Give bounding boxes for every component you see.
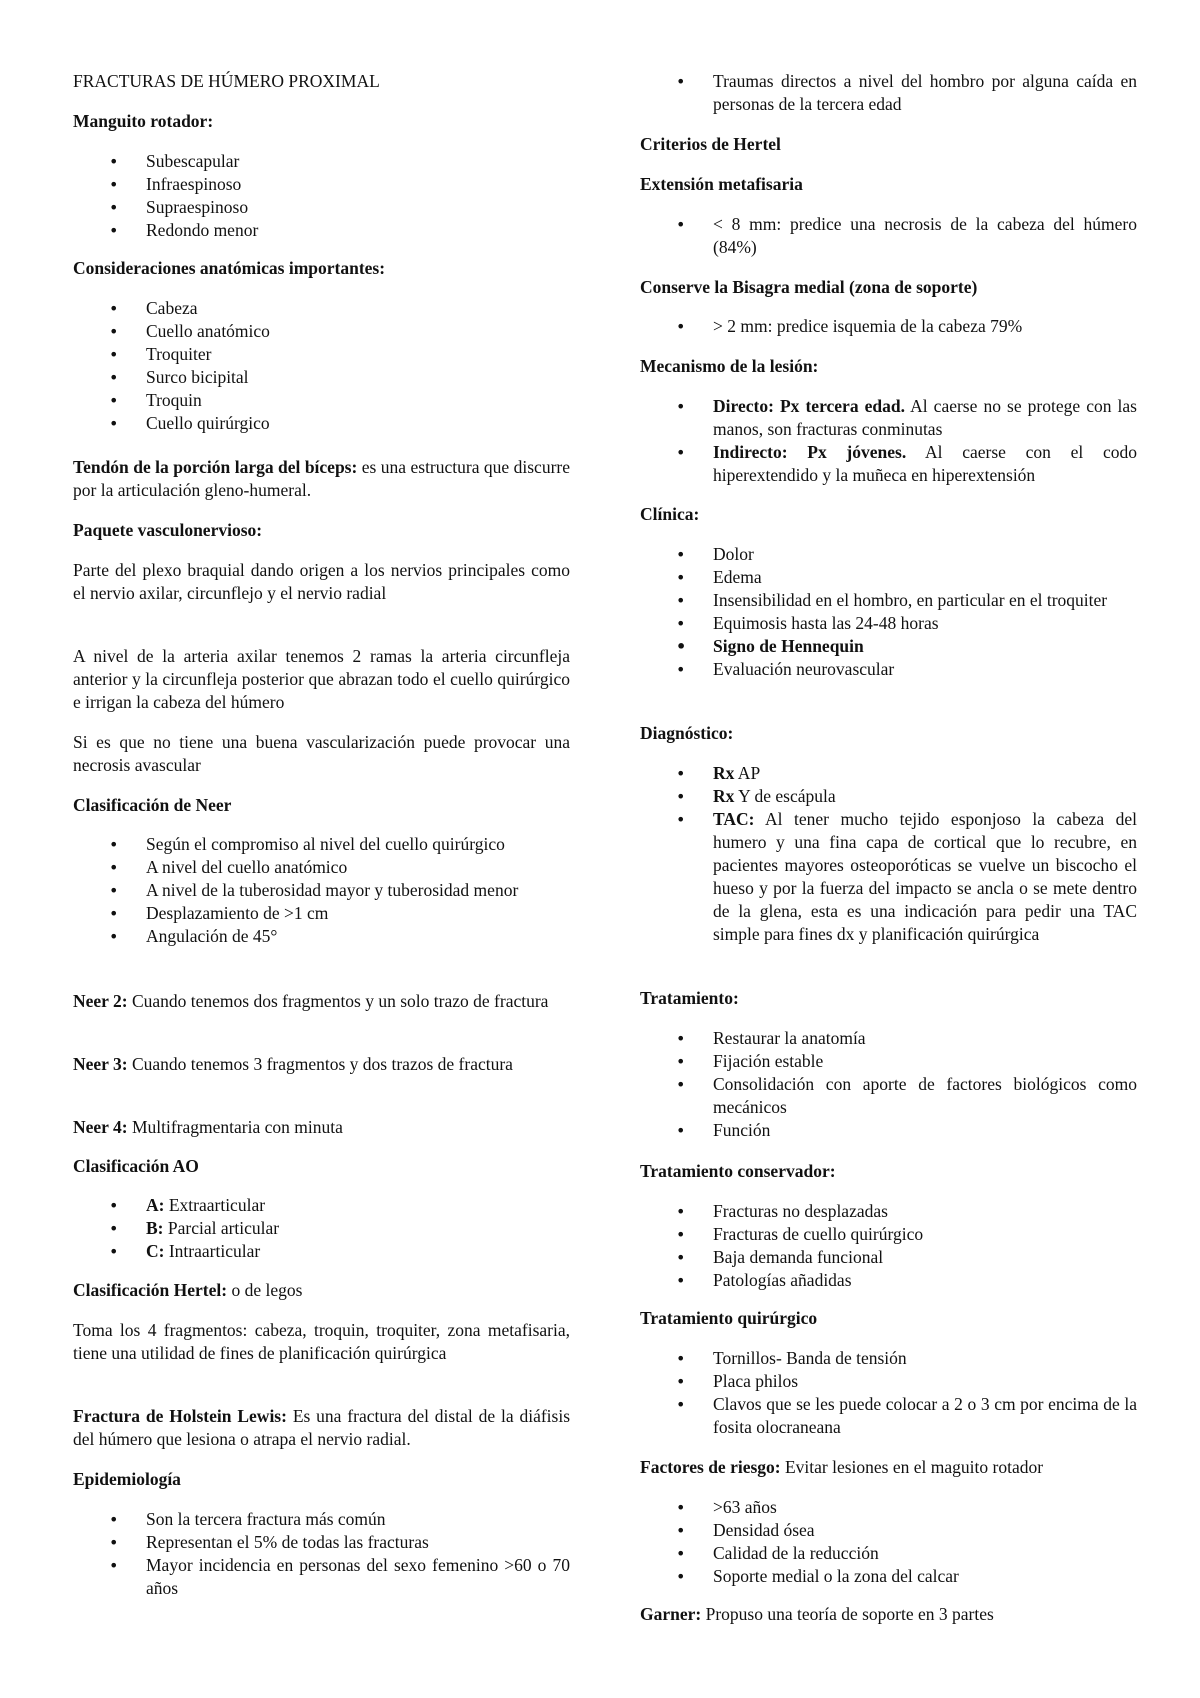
document-title: FRACTURAS DE HÚMERO PROXIMAL <box>73 71 380 91</box>
list-item <box>73 1240 570 1263</box>
list-item: • Placa philos <box>640 1370 1137 1393</box>
list-item <box>640 395 1137 441</box>
list-item: • Equimosis hasta las 24-48 horas <box>640 612 1137 635</box>
mecanismo-text: Al caerse no se protege con las manos, son fracturas conminutas <box>713 396 1137 439</box>
bisagra-heading: Conserve la Bisagra medial (zona de soporte) <box>640 277 978 297</box>
diagnostico-heading: Diagnóstico: <box>640 723 734 743</box>
list-item: • Función <box>640 1119 1137 1142</box>
hertel-heading <box>73 1279 570 1302</box>
list-item: • < 8 mm: predice una necrosis de la cabeza del húmero (84%) <box>640 213 1137 259</box>
riesgo-label: Factores de riesgo: <box>640 1457 781 1477</box>
quirurgico-list <box>640 1347 1137 1439</box>
manguito-heading: Manguito rotador: <box>73 111 214 131</box>
criterios-heading: Criterios de Hertel <box>640 134 781 154</box>
bisagra-list <box>640 315 1137 338</box>
paquete-paragraph-2: A nivel de la arteria axilar tenemos 2 ramas la arteria circunfleja anterior y la circunfleja posterior que abrazan todo el cuello quirúrgico e irrigan la cabeza del húmero <box>73 646 570 712</box>
manguito-list <box>73 150 570 242</box>
list-item: • Insensibilidad en el hombro, en particular en el troquiter <box>640 589 1137 612</box>
neer-heading: Clasificación de Neer <box>73 795 232 815</box>
list-item <box>640 441 1137 487</box>
ao-list <box>73 1194 570 1263</box>
tendon-label: Tendón de la porción larga del bíceps: <box>73 457 358 477</box>
list-item: • > 2 mm: predice isquemia de la cabeza 79% <box>640 315 1137 338</box>
list-item: • Cuello quirúrgico <box>73 412 570 435</box>
mecanismo-label: Indirecto: Px jóvenes. <box>713 442 907 462</box>
consideraciones-heading: Consideraciones anatómicas importantes: <box>73 258 386 278</box>
clinica-list <box>640 543 1137 681</box>
list-item: • Consolidación con aporte de factores biológicos como mecánicos <box>640 1073 1137 1119</box>
list-item: • Troquin <box>73 389 570 412</box>
tendon-text: es una estructura que discurre por la articulación gleno-humeral. <box>73 457 570 500</box>
list-item: • Fracturas de cuello quirúrgico <box>640 1223 1137 1246</box>
consideraciones-list <box>73 297 570 435</box>
ao-item-label: C: <box>146 1241 165 1261</box>
list-item: • Troquiter <box>73 343 570 366</box>
list-item: • Soporte medial o la zona del calcar <box>640 1565 1137 1588</box>
paquete-heading: Paquete vasculonervioso: <box>73 520 263 540</box>
epidemiologia-heading: Epidemiología <box>73 1469 181 1489</box>
neer-list <box>73 833 570 948</box>
list-item: • Fracturas no desplazadas <box>640 1200 1137 1223</box>
mecanismo-list <box>640 395 1137 487</box>
list-item: • Infraespinoso <box>73 173 570 196</box>
riesgo-heading <box>640 1456 1137 1479</box>
conservador-list <box>640 1200 1137 1292</box>
list-item: • Desplazamiento de >1 cm <box>73 902 570 925</box>
list-item: • Baja demanda funcional <box>640 1246 1137 1269</box>
ao-item-label: B: <box>146 1218 164 1238</box>
list-item: • Clavos que se les puede colocar a 2 o 3 cm por encima de la fosita olocraneana <box>640 1393 1137 1439</box>
tratamiento-heading: Tratamiento: <box>640 988 739 1008</box>
neer2-text: Cuando tenemos dos fragmentos y un solo trazo de fractura <box>127 991 549 1011</box>
hertel-paragraph: Toma los 4 fragmentos: cabeza, troquin, troquiter, zona metafisaria, tiene una utilidad de fines de planificación quirúrgica <box>73 1320 570 1363</box>
holstein-label: Fractura de Holstein Lewis: <box>73 1406 287 1426</box>
neer3-label: Neer 3: <box>73 1054 128 1074</box>
extension-heading: Extensión metafisaria <box>640 174 803 194</box>
diagnostico-text: Y de escápula <box>734 786 836 806</box>
neer4-paragraph <box>73 1116 570 1139</box>
list-item <box>640 785 1137 808</box>
mecanismo-text: Al caerse con el codo hiperextendido y la muñeca en hiperextensión <box>713 442 1138 485</box>
list-item: • Subescapular <box>73 150 570 173</box>
paquete-paragraph-3: Si es que no tiene una buena vascularización puede provocar una necrosis avascular <box>73 732 570 775</box>
list-item <box>640 762 1137 785</box>
clinica-heading: Clínica: <box>640 504 700 524</box>
neer3-paragraph <box>73 1053 570 1076</box>
holstein-text: Es una fractura del distal de la diáfisis del húmero que lesiona o atrapa el nervio radial. <box>73 1406 571 1449</box>
list-item: • A nivel de la tuberosidad mayor y tuberosidad menor <box>73 879 570 902</box>
trauma-list <box>640 70 1137 116</box>
list-item: • Son la tercera fractura más común <box>73 1508 570 1531</box>
neer2-label: Neer 2: <box>73 991 128 1011</box>
list-item: • Cabeza <box>73 297 570 320</box>
ao-heading: Clasificación AO <box>73 1156 199 1176</box>
diagnostico-text: Al tener mucho tejido esponjoso la cabeza del humero y una fina capa de cortical que lo recubre, en pacientes mayores osteoporóticas se vuelve un biscocho el hueso y por la fuerza del impacto se ancla o se mete dentro de la glena, esta es una indicación para pedir una TAC simple para fines dx y planificación quirúrgica <box>713 809 1137 944</box>
list-item: • Surco bicipital <box>73 366 570 389</box>
ao-item-text: Extraarticular <box>164 1195 266 1215</box>
ao-item-text: Intraarticular <box>164 1241 261 1261</box>
ao-item-text: Parcial articular <box>163 1218 280 1238</box>
list-item: • Redondo menor <box>73 219 570 242</box>
list-item: • A nivel del cuello anatómico <box>73 856 570 879</box>
holstein-paragraph <box>73 1405 570 1451</box>
diagnostico-label: TAC: <box>713 809 755 829</box>
riesgo-list <box>640 1496 1137 1588</box>
tratamiento-list <box>640 1027 1137 1142</box>
epidemiologia-list <box>73 1508 570 1600</box>
extension-list <box>640 213 1137 259</box>
neer3-text: Cuando tenemos 3 fragmentos y dos trazos de fractura <box>127 1054 513 1074</box>
list-item: • Según el compromiso al nivel del cuello quirúrgico <box>73 833 570 856</box>
paquete-paragraph-1: Parte del plexo braquial dando origen a los nervios principales como el nervio axilar, circunflejo y el nervio radial <box>73 560 570 603</box>
garner-text: Propuso una teoría de soporte en 3 partes <box>701 1604 994 1624</box>
quirurgico-heading: Tratamiento quirúrgico <box>640 1308 818 1328</box>
diagnostico-text: AP <box>734 763 761 783</box>
list-item: • Angulación de 45° <box>73 925 570 948</box>
neer2-paragraph <box>73 990 570 1013</box>
list-item: • Tornillos- Banda de tensión <box>640 1347 1137 1370</box>
neer4-label: Neer 4: <box>73 1117 128 1137</box>
hertel-label: Clasificación Hertel: <box>73 1280 228 1300</box>
list-item: • Traumas directos a nivel del hombro por alguna caída en personas de la tercera edad <box>640 70 1137 116</box>
list-item: • Calidad de la reducción <box>640 1542 1137 1565</box>
neer4-text: Multifragmentaria con minuta <box>127 1117 343 1137</box>
hertel-text: o de legos <box>227 1280 303 1300</box>
list-item: • Patologías añadidas <box>640 1269 1137 1292</box>
list-item: • Dolor <box>640 543 1137 566</box>
conservador-heading: Tratamiento conservador: <box>640 1161 836 1181</box>
diagnostico-list <box>640 762 1137 946</box>
mecanismo-heading: Mecanismo de la lesión: <box>640 356 819 376</box>
list-item: • Supraespinoso <box>73 196 570 219</box>
diagnostico-label: Rx <box>713 786 735 806</box>
garner-paragraph <box>640 1603 1137 1626</box>
list-item: • Densidad ósea <box>640 1519 1137 1542</box>
list-item: • Fijación estable <box>640 1050 1137 1073</box>
tendon-paragraph <box>73 456 570 502</box>
mecanismo-label: Directo: Px tercera edad. <box>713 396 905 416</box>
list-item: • Evaluación neurovascular <box>640 658 1137 681</box>
list-item: • Representan el 5% de todas las fracturas <box>73 1531 570 1554</box>
list-item: • Signo de Hennequin <box>640 635 1137 658</box>
list-item: • Cuello anatómico <box>73 320 570 343</box>
list-item <box>73 1194 570 1217</box>
ao-item-label: A: <box>146 1195 165 1215</box>
list-item: • Edema <box>640 566 1137 589</box>
diagnostico-label: Rx <box>713 763 735 783</box>
list-item <box>640 808 1137 946</box>
list-item: • Mayor incidencia en personas del sexo femenino >60 o 70 años <box>73 1554 570 1600</box>
list-item <box>73 1217 570 1240</box>
list-item: • >63 años <box>640 1496 1137 1519</box>
list-item: • Restaurar la anatomía <box>640 1027 1137 1050</box>
riesgo-text: Evitar lesiones en el maguito rotador <box>780 1457 1044 1477</box>
garner-label: Garner: <box>640 1604 702 1624</box>
